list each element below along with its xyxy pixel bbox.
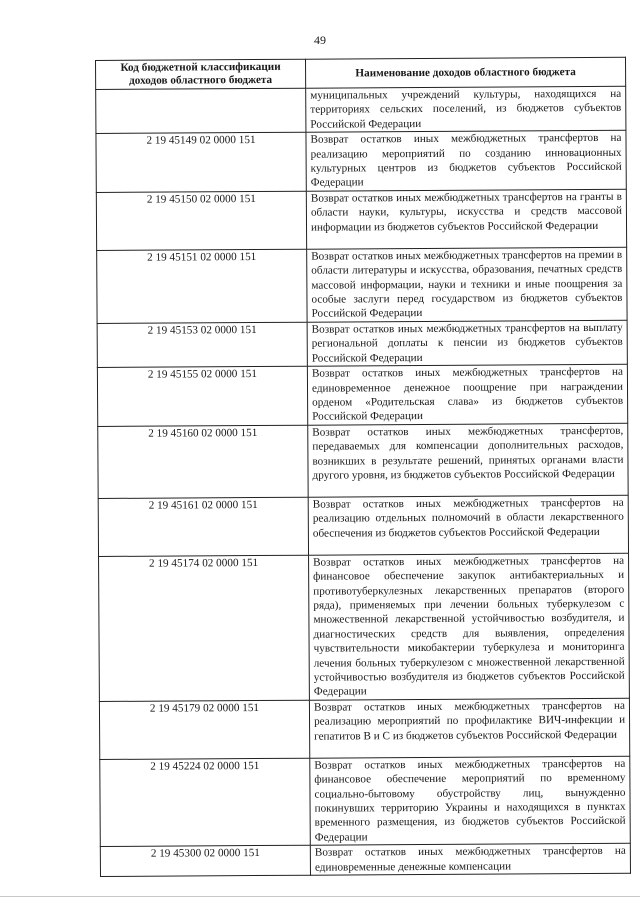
row-code: 2 19 45155 02 0000 151 [97, 366, 307, 426]
row-name: муниципальных учреждений культуры, находящихся на территориях сельских поселений, из бюджетов субъектов Российской Федерации [306, 86, 626, 132]
row-code: 2 19 45179 02 0000 151 [99, 700, 309, 759]
row-code: 2 19 45153 02 0000 151 [97, 322, 307, 368]
row-name: Возврат остатков иных межбюджетных трансфертов на гранты в области науки, культуры, искусства и средств массовой информации из бюджетов субъектов Российской Федерации [306, 189, 626, 249]
row-name: Возврат остатков иных межбюджетных трансфертов на единовременное денежное поощрение при награждении орденом «Родительская слава» из бюджетов субъектов Российской Федерации [307, 364, 627, 425]
row-code: 2 19 45174 02 0000 151 [99, 555, 310, 701]
row-code [96, 88, 306, 134]
row-name: Возврат остатков иных межбюджетных трансфертов на выплату региональной доплаты к пенсии из бюджетов субъектов Российской Федерации [307, 320, 627, 366]
row-code: 2 19 45300 02 0000 151 [100, 845, 310, 876]
row-name: Возврат остатков иных межбюджетных трансфертов на реализацию мероприятий по профилактике ВИЧ-инфекции и гепатитов B и C из бюджетов субъектов Российской Федерации [309, 698, 629, 758]
header-name: Наименование доходов областного бюджета [305, 57, 625, 88]
budget-classification-table [95, 57, 631, 877]
row-name: Возврат остатков иных межбюджетных трансфертов на финансовое обеспечение мероприятий по временному социально-бытовому обустройству лиц, вынужденно покинувших территорию Украины и находящихся в пунктах временного размещения, из бюджетов субъектов Российской Федерации [310, 756, 631, 845]
table-row [97, 320, 627, 367]
header-code: Код бюджетной классификации доходов областного бюджета [96, 59, 306, 89]
table-row [96, 189, 626, 250]
row-name: Возврат остатков иных межбюджетных трансфертов, передаваемых для компенсации дополнительных расходов, возникших в результате решений, принятых органами власти другого уровня, из бюджетов субъектов Российской Федерации [308, 423, 628, 497]
page-number: 49 [314, 33, 326, 47]
table-row [99, 553, 630, 701]
row-code: 2 19 45160 02 0000 151 [98, 425, 308, 498]
row-name: Возврат остатков иных межбюджетных трансфертов на реализацию отдельных полномочий в области лекарственного обеспечения из бюджетов субъектов Российской Федерации [308, 495, 628, 555]
table-row [97, 247, 627, 323]
page-bottom-edge [0, 896, 640, 897]
table-row [100, 756, 631, 847]
row-name: Возврат остатков иных межбюджетных трансфертов на финансовое обеспечение закупок антибактериальных и противотуберкулезных лекарственных препаратов (второго ряда), применяемых при лечении больных туберкулезом с множественной лекарственной устойчивостью возбудителя, и диагностических средств для выявления, определения чувствительности микобактерии туберкулеза и мониторинга лечения больных туберкулезом с множественной лекарственной устойчивостью возбудителя из бюджетов субъектов Российской Федерации [309, 553, 630, 700]
table-row [97, 364, 627, 426]
table-row [96, 130, 626, 192]
table-row [99, 698, 629, 759]
row-code: 2 19 45161 02 0000 151 [98, 497, 308, 556]
row-code: 2 19 45224 02 0000 151 [100, 758, 311, 847]
table-row [96, 86, 626, 133]
row-name: Возврат остатков иных межбюджетных трансфертов на единовременные денежные компенсации [310, 843, 630, 875]
table-header-row [96, 57, 626, 89]
table-row [98, 495, 628, 556]
table-row [100, 843, 630, 876]
row-code: 2 19 45150 02 0000 151 [96, 191, 306, 250]
row-code: 2 19 45151 02 0000 151 [97, 249, 307, 323]
row-name: Возврат остатков иных межбюджетных трансфертов на реализацию мероприятий по созданию инновационных культурных центров из бюджетов субъектов Российской Федерации [306, 130, 626, 191]
row-name: Возврат остатков иных межбюджетных трансфертов на премии в области литературы и искусства, образования, печатных средств массовой информации, науки и техники и иные поощрения за особые заслуги перед государством из бюджетов субъектов Российской Федерации [307, 247, 627, 322]
row-code: 2 19 45149 02 0000 151 [96, 132, 306, 192]
table-row [98, 423, 628, 498]
